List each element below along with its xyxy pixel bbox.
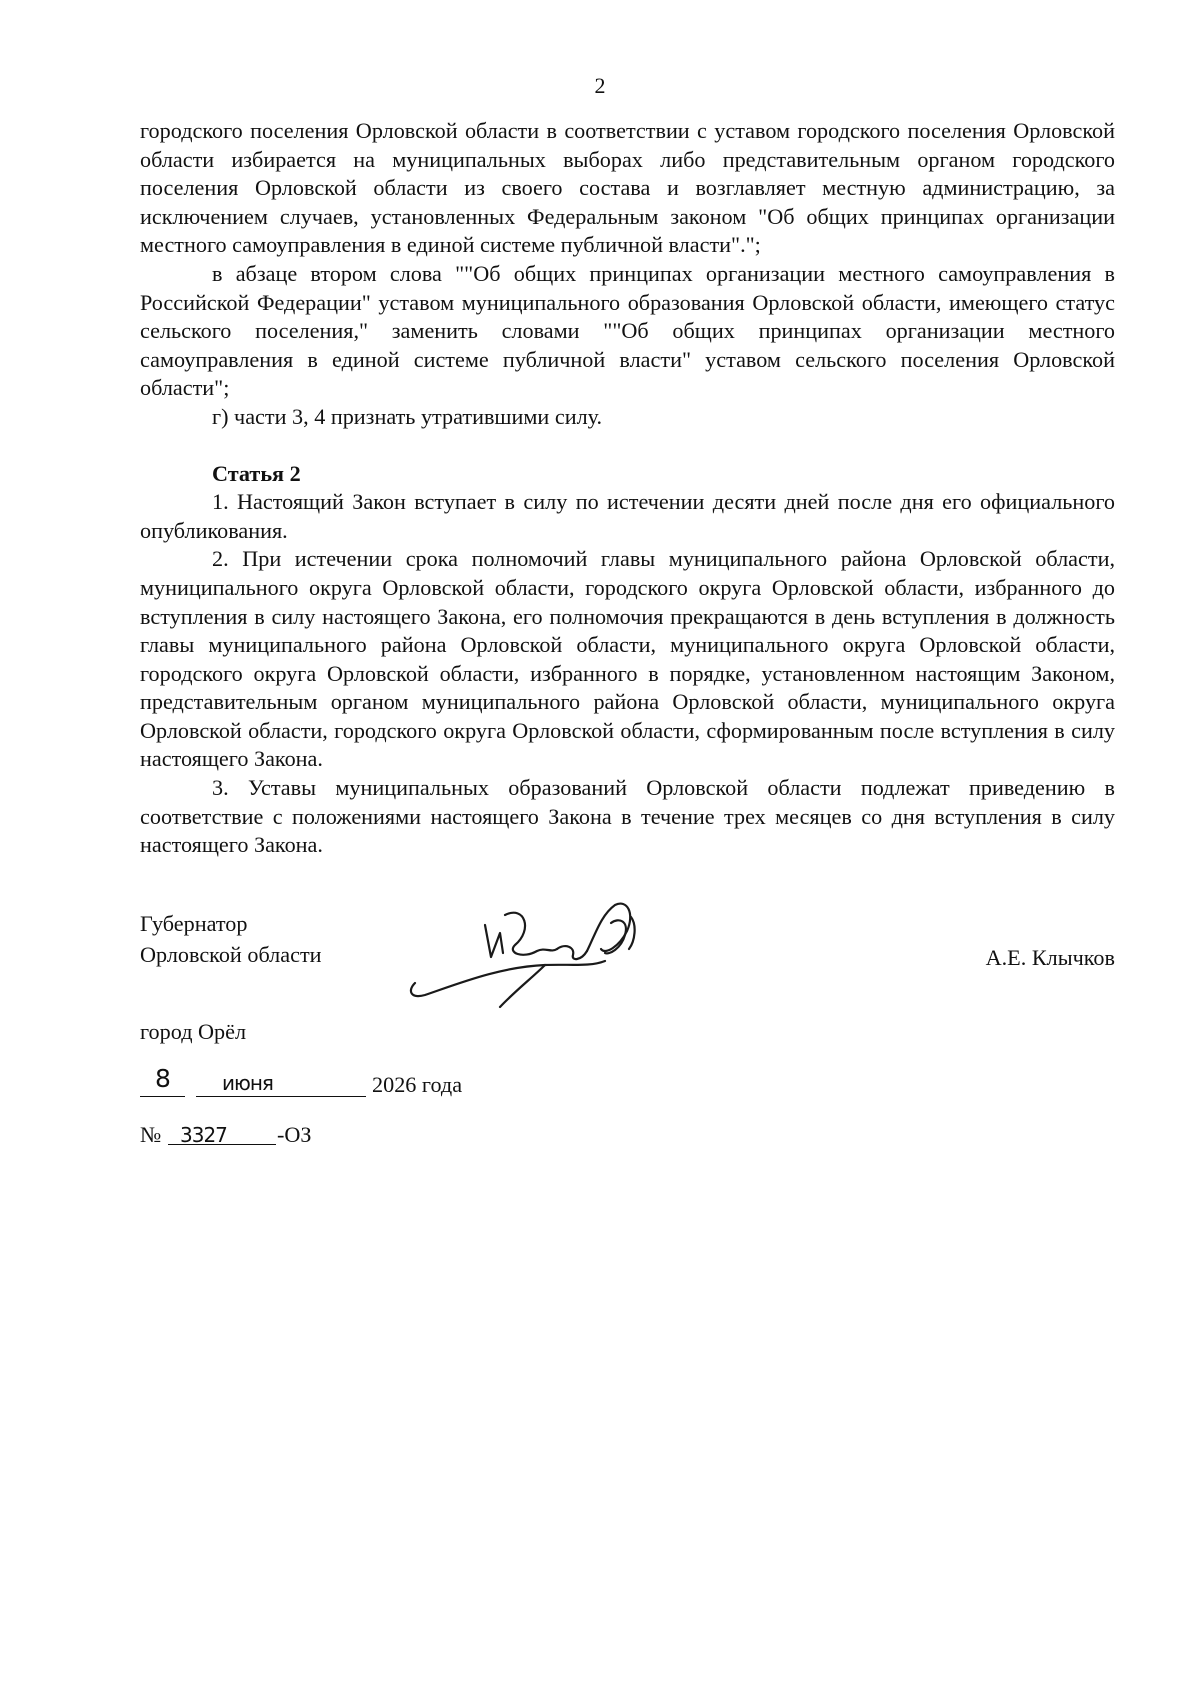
date-day-underline (140, 1096, 185, 1097)
date-month: июня (222, 1071, 273, 1095)
place-of-signing: город Орёл (140, 1019, 247, 1044)
law-number-value: 3327 (180, 1123, 227, 1147)
date-year: 2026 года (372, 1072, 463, 1097)
signatory-title-line1: Губернатор (140, 911, 248, 936)
paragraph-amendment-second-abzats: в абзаце втором слова ""Об общих принципах организации местного самоуправления в Российской Федерации" уставом муниципального образования Орловской области, имеющего статус сельского поселения," заменить словами ""Об общих принципах организации местного самоуправления в единой системе публичной власти" уставом сельского поселения Орловской области"; (140, 260, 1115, 401)
law-number (140, 1120, 440, 1154)
article-clause-2: 2. При истечении срока полномочий главы муниципального района Орловской области, муниципального округа Орловской области, городского округа Орловской области, избранного до вступления в силу настоящего Закона, его полномочия прекращаются в день вступления в должность главы муниципального района Орловской области, муниципального округа Орловской области, городского округа Орловской области, избранного в порядке, установленном настоящим Законом, представительным органом муниципального района Орловской области, муниципального округа Орловской области, городского округа Орловской области, сформированным после вступления в силу настоящего Закона. (140, 546, 1115, 772)
date-day: 8 (155, 1064, 171, 1093)
paragraph-item-g: г) части 3, 4 признать утратившими силу. (212, 403, 603, 429)
handwritten-signature (405, 895, 665, 1010)
law-number-underline (168, 1144, 276, 1145)
document-body (140, 117, 1115, 860)
paragraph-continuation: городского поселения Орловской области в соответствии с уставом городского поселения Орловской области избирается на муниципальных выборах либо представительным органом городского поселения Орловской области из своего состава и возглавляет местную администрацию, за исключением случаев, установленных Федеральным законом "Об общих принципах организации местного самоуправления в единой системе публичной власти"."; (140, 118, 1115, 258)
page-number: 2 (594, 73, 606, 98)
article-clause-1: 1. Настоящий Закон вступает в силу по истечении десяти дней после дня его официального опубликования. (140, 489, 1115, 543)
date-month-underline (196, 1096, 366, 1097)
signing-date (140, 1064, 640, 1104)
article-heading: Статья 2 (212, 460, 301, 486)
law-number-suffix: -ОЗ (277, 1122, 312, 1147)
signatory-title (140, 908, 322, 970)
article-clause-3: 3. Уставы муниципальных образований Орловской области подлежат приведению в соответствие с положениями настоящего Закона в течение трех месяцев со дня вступления в силу настоящего Закона. (140, 775, 1115, 858)
signer-name: А.Е. Клычков (985, 945, 1115, 970)
law-number-sign: № (140, 1122, 162, 1147)
signatory-title-line2: Орловской области (140, 942, 322, 967)
